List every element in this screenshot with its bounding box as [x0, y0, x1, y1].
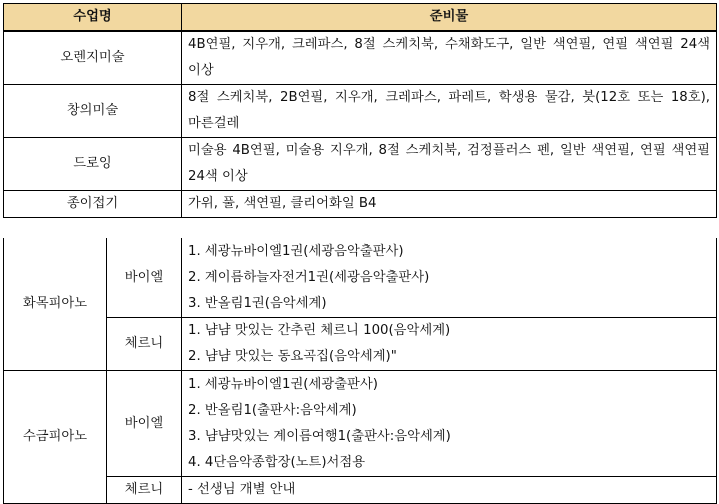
- sugeum-czerny-note: - 선생님 개별 안내: [182, 477, 717, 504]
- header-materials: 준비물: [182, 4, 717, 32]
- table-row: [4, 477, 717, 504]
- class-name-cell: 창의미술: [4, 85, 182, 138]
- materials-cell: 가위, 풀, 색연필, 클리어화일 B4: [182, 191, 717, 218]
- book-item: 1. 세광뉴바이엘1권(세광출판사): [188, 376, 378, 392]
- materials-cell: 4B연필, 지우개, 크레파스, 8절 스케치북, 수채화도구, 일반 색연필, 연필 색연필 24색 이상: [182, 31, 717, 85]
- book-item: 2. 반올림1(출판사:음악세계): [188, 402, 357, 418]
- hwamok-bayer-label: 바이엘: [107, 238, 182, 318]
- sugeum-czerny-label: 체르니: [107, 477, 182, 504]
- piano-table: [3, 238, 717, 504]
- materials-cell: 8절 스케치북, 2B연필, 지우개, 크레파스, 파레트, 학생용 물감, 붓(12호 또는 18호), 마른걸레: [182, 85, 717, 138]
- sugeum-bayer-books: [182, 371, 717, 477]
- class-name-cell: 종이접기: [4, 191, 182, 218]
- book-item: 3. 반올림1권(음악세계): [188, 295, 327, 311]
- book-item: 3. 냠냠맛있는 계이름여행1(출판사:음악세계): [188, 428, 451, 444]
- sugeum-bayer-label: 바이엘: [107, 371, 182, 477]
- supply-table: [3, 3, 717, 218]
- class-name-cell: 오렌지미술: [4, 31, 182, 85]
- book-item: 1. 세광뉴바이엘1권(세광음악출판사): [188, 243, 404, 259]
- header-class-name: 수업명: [4, 4, 182, 32]
- table-row: [4, 238, 717, 318]
- table-row: [4, 371, 717, 477]
- hwamok-bayer-books: [182, 238, 717, 318]
- book-item: 2. 냠냠 맛있는 동요곡집(음악세계)": [188, 349, 397, 364]
- table-row: [4, 191, 717, 218]
- table-row: [4, 31, 717, 85]
- table-row: [4, 138, 717, 191]
- book-item: 2. 계이름하늘자전거1권(세광음악출판사): [188, 269, 430, 285]
- hwamok-czerny-label: 체르니: [107, 318, 182, 371]
- materials-cell: 미술용 4B연필, 미술용 지우개, 8절 스케치북, 검정플러스 펜, 일반 색연필, 연필 색연필 24색 이상: [182, 138, 717, 191]
- sugeum-piano-cell: 수금피아노: [4, 371, 107, 504]
- class-name-cell: 드로잉: [4, 138, 182, 191]
- table-header-row: [4, 4, 717, 32]
- table-row: [4, 85, 717, 138]
- book-item: 4. 4단음악종합장(노트)서점용: [188, 454, 366, 470]
- table-row: [4, 318, 717, 371]
- hwamok-piano-cell: 화목피아노: [4, 238, 107, 371]
- hwamok-czerny-books: [182, 318, 717, 371]
- book-item: 1. 냠냠 맛있는 간추린 체르니 100(음악세계): [188, 323, 451, 338]
